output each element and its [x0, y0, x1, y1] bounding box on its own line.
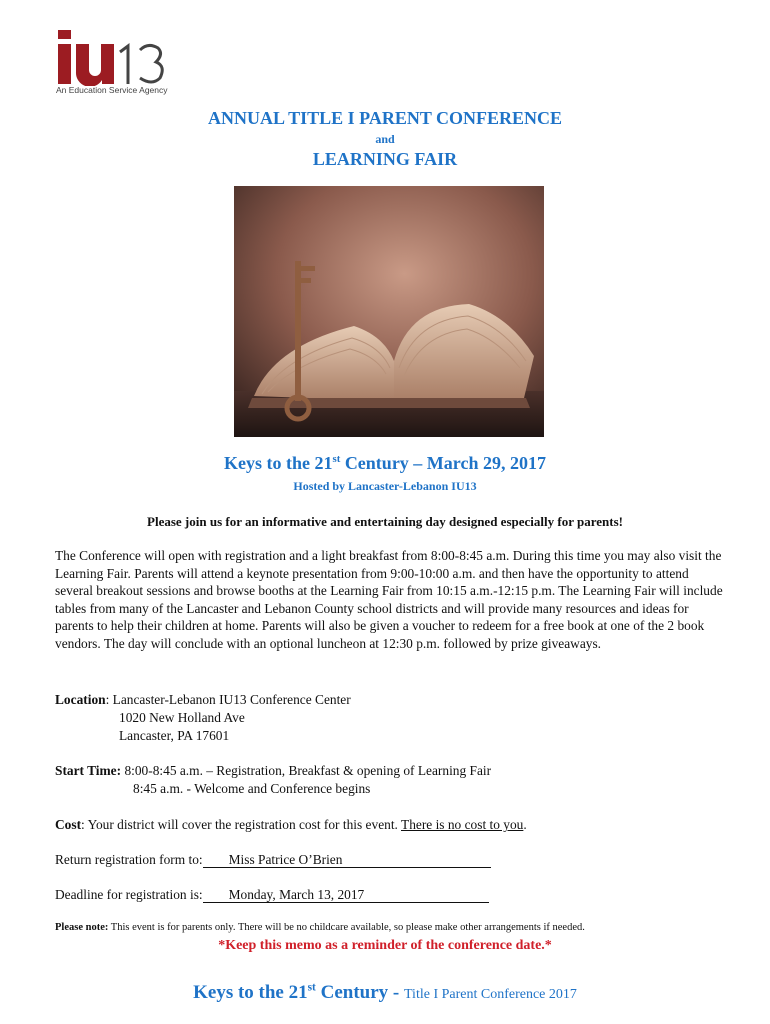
no-cost-emphasis: There is no cost to you	[401, 817, 524, 832]
event-title-sup: st	[332, 453, 341, 465]
location-city: Lancaster, PA 17601	[119, 728, 230, 743]
event-title	[0, 453, 770, 474]
please-note	[55, 922, 585, 933]
location-line1: Location: Lancaster-Lebanon IU13 Conference Center	[55, 692, 351, 707]
cost-end: .	[523, 817, 527, 832]
deadline-label: Deadline for registration is:	[55, 887, 203, 902]
location-venue: Lancaster-Lebanon IU13 Conference Center	[112, 692, 351, 707]
conference-title: ANNUAL TITLE I PARENT CONFERENCE	[207, 108, 563, 128]
start-time-line1	[55, 762, 491, 780]
return-form-field: Miss Patrice O’Brien	[203, 852, 491, 868]
footer-title	[0, 982, 770, 1004]
location-street: 1020 New Holland Ave	[119, 710, 245, 725]
invitation-line: Please join us for an informative and entertaining day designed especially for parents!	[147, 514, 623, 529]
open-book-with-key-photo	[234, 186, 544, 437]
deadline-line	[55, 886, 489, 904]
return-form-label: Return registration form to:	[55, 852, 203, 867]
footer-prefix: Keys to the 21	[193, 982, 308, 1003]
footer-sup: st	[307, 981, 316, 994]
cost-label: Cost	[55, 817, 82, 832]
cost-text: : Your district will cover the registration cost for this event.	[81, 817, 402, 832]
learning-fair-title: LEARNING FAIR	[312, 149, 458, 169]
reminder-line: *Keep this memo as a reminder of the conference date.*	[218, 938, 552, 953]
iu13-logo	[56, 30, 206, 96]
title-and: and	[375, 132, 395, 146]
location-label: Location	[55, 692, 106, 707]
logo-tagline: An Education Service Agency	[56, 85, 168, 95]
iu13-logo-mark	[56, 30, 206, 86]
start-time-registration: 8:00-8:45 a.m. – Registration, Breakfast & opening of Learning Fair	[124, 763, 492, 778]
start-time-welcome: 8:45 a.m. - Welcome and Conference begins	[133, 781, 371, 796]
deadline-field: Monday, March 13, 2017	[203, 887, 489, 903]
footer-suffix: Century -	[315, 982, 404, 1003]
hosted-by: Hosted by Lancaster-Lebanon IU13	[293, 479, 477, 493]
event-title-suffix: Century – March 29, 2017	[340, 453, 546, 473]
note-label: Please note:	[55, 922, 109, 933]
cost-line	[55, 816, 527, 834]
note-text: This event is for parents only. There will be no childcare available, so please make other arrangements if needed.	[108, 922, 585, 933]
event-description: The Conference will open with registration and a light breakfast from 8:00-8:45 a.m. During this time you may also visit the Learning Fair. Parents will attend a keynote presentation from 9:00-10:00 a.m. and then have the opportunity to attend several breakout sessions and browse booths at the Learning Fair from 10:15 a.m.-12:15 p.m. The Learning Fair will include tables from many of the Lancaster and Lebanon County school districts and will provide many resources and ideas for parents to help their children at home. Parents will also be given a voucher to redeem for a free book at one of the 2 book vendors. The day will conclude with an optional luncheon at 12:30 p.m. followed by prize giveaways.	[55, 548, 723, 651]
start-time-label: Start Time:	[55, 763, 122, 778]
return-form-line	[55, 851, 491, 869]
footer-subtitle: Title I Parent Conference 2017	[404, 987, 577, 1002]
event-title-prefix: Keys to the 21	[224, 453, 333, 473]
